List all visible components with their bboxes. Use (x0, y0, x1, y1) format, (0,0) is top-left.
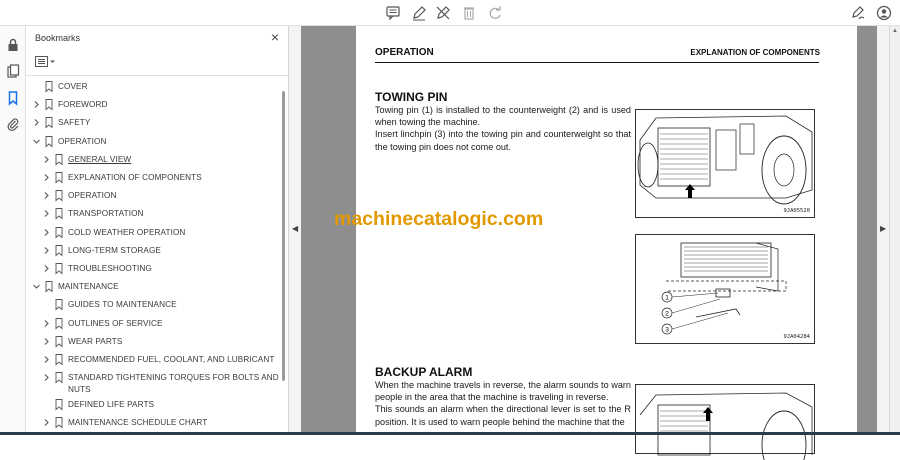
bookmark-ribbon-icon (55, 190, 63, 201)
bookmark-ribbon-icon (45, 99, 53, 110)
bookmark-item[interactable] (26, 279, 280, 297)
close-panel-button[interactable]: × (270, 29, 280, 45)
bookmark-item[interactable] (26, 152, 280, 170)
backup-alarm-drawing (636, 385, 816, 455)
bookmark-label: OPERATION (68, 191, 117, 201)
bookmark-ribbon-icon (55, 336, 63, 347)
bookmark-ribbon-icon (55, 154, 63, 165)
header-rule (375, 62, 819, 63)
chevron-right-icon[interactable] (42, 246, 51, 255)
chevron-right-icon[interactable] (42, 191, 51, 200)
panel-divider (26, 75, 289, 76)
bookmark-ribbon-icon (55, 372, 63, 383)
bookmark-item[interactable] (26, 188, 280, 206)
bookmark-label: EXPLANATION OF COMPONENTS (68, 173, 202, 182)
towing-pin-title: TOWING PIN (375, 90, 448, 104)
bookmark-label: MAINTENANCE SCHEDULE CHART (68, 418, 208, 428)
bookmark-item[interactable] (26, 97, 280, 115)
bookmark-label: COVER (58, 82, 88, 91)
bookmark-ribbon-icon (55, 245, 63, 256)
comment-icon[interactable] (384, 4, 402, 22)
page-header-right: EXPLANATION OF COMPONENTS (690, 48, 820, 57)
bookmark-item[interactable] (26, 206, 280, 224)
bookmark-ribbon-icon (55, 318, 63, 329)
figure-code: 9JA05520 (783, 208, 810, 214)
towing-paragraph-2: Insert linchpin (3) into the towing pin and counterweight so that the towing pin does not come out. (375, 129, 631, 152)
bookmark-ribbon-icon (45, 136, 53, 147)
document-scrollbar[interactable] (889, 26, 900, 435)
bookmark-ribbon-icon (55, 263, 63, 274)
panel-title: Bookmarks (35, 33, 81, 43)
bookmark-item[interactable] (26, 316, 280, 334)
bookmark-label: MAINTENANCE (58, 282, 119, 292)
chevron-right-icon[interactable] (42, 337, 51, 346)
bookmark-label: RECOMMENDED FUEL, COOLANT, AND LUBRICANT (68, 355, 275, 364)
pages-icon[interactable] (4, 62, 22, 80)
clear-markup-icon[interactable] (434, 4, 452, 22)
bookmark-item[interactable] (26, 170, 280, 188)
chevron-right-icon[interactable] (42, 228, 51, 237)
collapse-panel-handle[interactable] (289, 26, 301, 435)
highlight-pen-icon[interactable] (410, 4, 428, 22)
page-header-left: OPERATION (375, 47, 434, 58)
sign-icon[interactable] (849, 4, 867, 22)
lock-icon[interactable] (4, 36, 22, 54)
bookmark-item[interactable] (26, 115, 280, 133)
bookmark-label: TROUBLESHOOTING (68, 264, 152, 273)
bookmark-ribbon-icon (55, 399, 63, 410)
chevron-right-icon[interactable] (42, 155, 51, 164)
top-toolbar (0, 0, 900, 26)
figure-code: 9JA04284 (783, 334, 810, 340)
tools-rail (0, 26, 26, 435)
bookmark-item[interactable] (26, 370, 280, 398)
bookmark-item[interactable] (26, 261, 280, 279)
chevron-right-icon[interactable] (42, 173, 51, 182)
list-options-icon (35, 56, 57, 68)
bookmark-label: OUTLINES OF SERVICE (68, 318, 163, 328)
chevron-right-icon[interactable] (42, 319, 51, 328)
chevron-down-icon[interactable] (32, 137, 41, 146)
callout-2: 2 (665, 310, 669, 318)
loader-rear-drawing (636, 110, 816, 219)
bookmark-ribbon-icon (55, 208, 63, 219)
bookmark-ribbon-icon (45, 281, 53, 292)
bookmark-label: WEAR PARTS (68, 336, 123, 346)
bookmark-ribbon-icon (55, 417, 63, 428)
figure-towing-detail (635, 234, 815, 344)
bookmark-label: FOREWORD (58, 100, 108, 110)
bookmark-ribbon-icon (55, 299, 63, 310)
bookmark-item[interactable] (26, 415, 280, 433)
chevron-right-icon[interactable] (42, 355, 51, 364)
bookmark-ribbon-icon (55, 172, 63, 183)
collapse-right-handle[interactable] (877, 26, 889, 435)
taskbar-edge (0, 432, 900, 435)
figure-backup-alarm (635, 384, 815, 454)
bookmark-item[interactable] (26, 225, 280, 243)
delete-icon[interactable] (460, 4, 478, 22)
callout-1: 1 (665, 294, 669, 302)
bookmark-ribbon-icon (55, 354, 63, 365)
bookmark-ribbon-icon (45, 117, 53, 128)
bookmark-scroll-thumb[interactable] (282, 91, 285, 381)
document-viewport[interactable] (301, 26, 877, 435)
chevron-right-icon[interactable] (32, 100, 41, 109)
collapse-right-icon: ▶ (880, 224, 887, 233)
bookmark-ribbon-icon (55, 227, 63, 238)
figure-towing-overview (635, 109, 815, 218)
bookmark-label: COLD WEATHER OPERATION (68, 227, 186, 237)
bookmark-label: LONG-TERM STORAGE (68, 245, 161, 255)
backup-paragraph-2: This sounds an alarm when the directional lever is set to the R position. It is used to warn people behind the machine that the (375, 404, 631, 427)
bookmark-ribbon-icon (45, 81, 53, 92)
backup-alarm-text (375, 379, 631, 428)
backup-alarm-title: BACKUP ALARM (375, 365, 473, 379)
bookmark-label: GUIDES TO MAINTENANCE (68, 300, 177, 310)
attachment-icon[interactable] (4, 115, 22, 133)
scroll-up-icon[interactable]: ▲ (892, 28, 898, 34)
bookmark-item[interactable] (26, 397, 280, 415)
bookmark-item[interactable] (26, 79, 280, 97)
bookmarks-panel (26, 26, 289, 435)
bookmark-label: OPERATION (58, 136, 107, 146)
bookmark-item[interactable] (26, 134, 280, 152)
chevron-right-icon[interactable] (42, 264, 51, 273)
watermark-text: machinecatalogic.com (334, 208, 544, 230)
bookmark-tree (26, 79, 280, 435)
bookmark-item[interactable] (26, 352, 280, 370)
bookmark-item[interactable] (26, 334, 280, 352)
redo-icon[interactable] (486, 4, 504, 22)
chevron-right-icon[interactable] (42, 209, 51, 218)
chevron-right-icon[interactable] (32, 118, 41, 127)
bookmark-label: STANDARD TIGHTENING TORQUES FOR BOLTS AND (68, 373, 279, 383)
account-icon[interactable] (875, 4, 893, 22)
chevron-right-icon[interactable] (42, 373, 51, 382)
backup-paragraph-1: When the machine travels in reverse, the alarm sounds to warn people in the area that the machine is traveling in reverse. (375, 380, 631, 403)
bookmark-item[interactable] (26, 243, 280, 261)
bookmark-label: SAFETY (58, 118, 91, 128)
bookmark-label: TRANSPORTATION (68, 209, 144, 219)
bookmark-label: DEFINED LIFE PARTS (68, 400, 155, 410)
towing-pin-drawing (636, 235, 816, 345)
pdf-page (334, 26, 857, 435)
bookmark-label: GENERAL VIEW (68, 154, 132, 164)
chevron-right-icon[interactable] (42, 418, 51, 427)
collapse-left-icon: ◀ (292, 224, 299, 233)
chevron-down-icon[interactable] (32, 282, 41, 291)
bookmark-icon[interactable] (4, 89, 22, 107)
bookmark-options-button[interactable] (35, 56, 57, 68)
towing-pin-text (375, 104, 631, 153)
callout-3: 3 (665, 326, 669, 334)
bookmark-item[interactable] (26, 297, 280, 315)
bookmark-label-continued: NUTS (68, 385, 91, 395)
towing-paragraph-1: Towing pin (1) is installed to the counterweight (2) and is used when towing the machine. (375, 105, 631, 128)
